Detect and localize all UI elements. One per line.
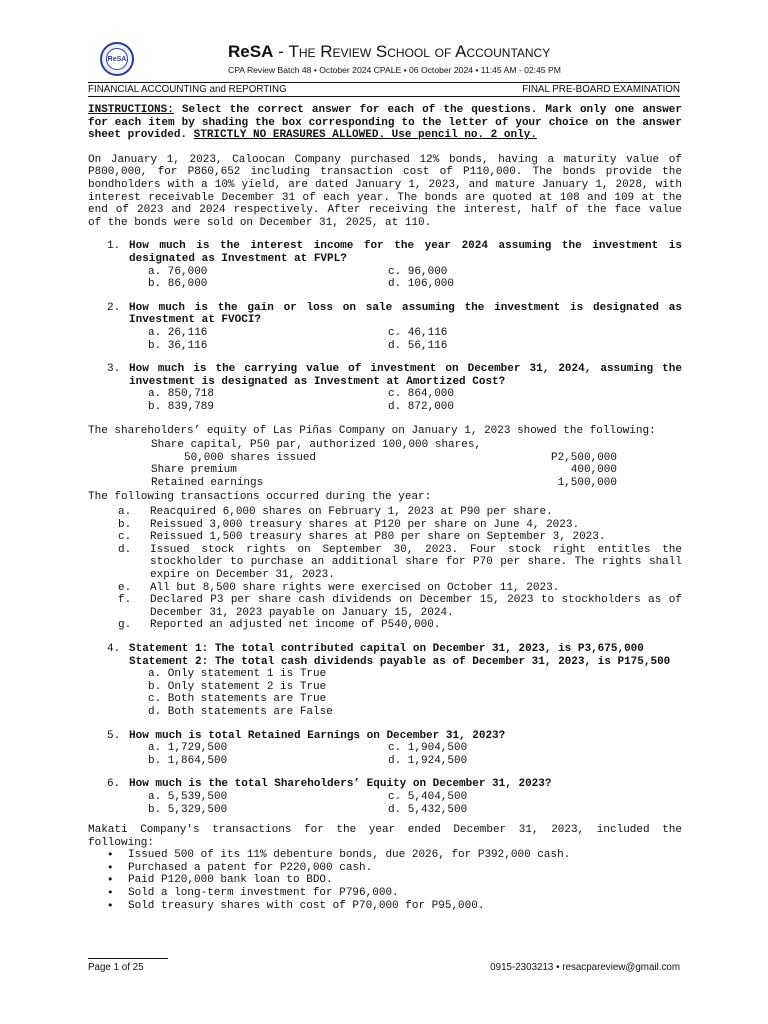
option-c: c. 96,000 (388, 265, 448, 278)
brand-dash: - (273, 42, 289, 61)
question-6 (88, 778, 682, 791)
item-text: Sold a long-term investment for P796,000. (128, 887, 399, 900)
item-key: c. (118, 531, 132, 544)
equity-row (151, 477, 617, 490)
instructions-text: Select the correct answer for each of the questions. Mark only one answer for each item by shading the box corresponding to the letter of your choice on the answer sheet provided. (88, 104, 682, 142)
option-a: a. 850,718 (148, 388, 215, 401)
item-key: f. (118, 594, 132, 607)
equity-label: 50,000 shares issued (151, 451, 317, 464)
bullet-icon: • (107, 886, 114, 900)
equity-label: Retained earnings (151, 476, 264, 489)
instructions (88, 104, 682, 142)
item-text: Purchased a patent for P220,000 cash. (128, 861, 373, 874)
exam-subheader (88, 82, 680, 97)
subject-title: FINANCIAL ACCOUNTING and REPORTING (88, 84, 287, 95)
item-text: Sold treasury shares with cost of P70,000 for P95,000. (128, 899, 485, 912)
option-d: d. 1,924,500 (388, 754, 468, 767)
question-5 (88, 730, 682, 743)
option-c: c. 5,404,500 (388, 790, 468, 803)
list-item (88, 887, 682, 900)
equity-value: 400,000 (570, 464, 617, 477)
list-item (88, 594, 682, 619)
item-text: Reported an adjusted net income of P540,000. (150, 619, 441, 632)
exam-details: CPA Review Batch 48 • October 2024 CPALE • 06 October 2024 • 11:45 AM - 02:45 PM (228, 65, 561, 75)
question-text: How much is the carrying value of investment on December 31, 2024, assuming the investment is designated as Investment at Amortized Cost? (129, 363, 682, 388)
option-d: d. 106,000 (388, 278, 455, 291)
list-item (88, 531, 682, 544)
question-number: 1. (107, 240, 121, 253)
option-b: b. 36,116 (148, 339, 208, 352)
bullet-icon: • (107, 898, 114, 912)
option-d: d. 872,000 (388, 400, 455, 413)
option-d: d. Both statements are False (148, 705, 333, 718)
question-5-options (88, 742, 682, 767)
question-1 (88, 240, 682, 265)
option-a: a. 1,729,500 (148, 742, 228, 755)
equity-value: 1,500,000 (557, 476, 617, 489)
question-number: 2. (107, 301, 121, 314)
question-number: 3. (107, 363, 121, 376)
statement-2: Statement 2: The total cash dividends payable as of December 31, 2023, is P175,500 (129, 655, 671, 668)
option-c: c. 864,000 (388, 388, 455, 401)
question-number: 4. (107, 642, 121, 655)
list-item (88, 900, 682, 913)
option-a: a. Only statement 1 is True (148, 668, 327, 681)
item-text: Reacquired 6,000 shares on February 1, 2023 at P90 per share. (150, 506, 553, 519)
question-number: 5. (107, 729, 121, 742)
question-3-options (88, 388, 682, 413)
page-number: Page 1 of 25 (88, 962, 144, 973)
option-a: a. 5,539,500 (148, 790, 228, 803)
equity-label: Share capital, P50 par, authorized 100,000 shares, (151, 439, 482, 452)
option-a: a. 76,000 (148, 265, 208, 278)
exam-title: FINAL PRE-BOARD EXAMINATION (522, 84, 680, 95)
item-key: b. (118, 518, 132, 531)
item-text: Reissued 3,000 treasury shares at P120 per share on June 4, 2023. (150, 518, 580, 531)
instructions-warning: STRICTLY NO ERASURES ALLOWED. Use pencil no. 2 only. (193, 129, 537, 142)
transactions-intro: The following transactions occurred during the year: (88, 491, 432, 504)
resa-logo-text: ReSA (106, 48, 128, 70)
option-b: b. 86,000 (148, 278, 208, 291)
list-item (88, 519, 682, 532)
question-2-options (88, 327, 682, 352)
option-a: a. 26,116 (148, 326, 208, 339)
option-b: b. 839,789 (148, 400, 215, 413)
footer-rule (88, 958, 168, 959)
option-b: b. 5,329,500 (148, 803, 228, 816)
option-c: c. 46,116 (388, 326, 448, 339)
list-item (88, 849, 682, 862)
school-name (228, 42, 550, 62)
question-number: 6. (107, 778, 121, 791)
resa-logo (100, 42, 134, 76)
makati-transactions (88, 849, 682, 912)
brand-short: ReSA (228, 42, 274, 61)
question-1-options (88, 266, 682, 291)
list-item (88, 582, 682, 595)
item-key: g. (118, 619, 132, 632)
brand-long: The Review School of Accountancy (288, 42, 551, 61)
contact-info: 0915-2303213 • resacpareview@gmail.com (490, 962, 680, 973)
question-text: How much is the interest income for the year 2024 assuming the investment is designated as Investment at FVPL? (129, 240, 682, 265)
item-text: Issued stock rights on September 30, 2023. Four stock right entitles the stockholder to purchase an additional share for P70 per share. The rights shall expire on December 31, 2023. (150, 543, 682, 581)
exam-content (88, 104, 682, 912)
question-text: How much is total Retained Earnings on December 31, 2023? (129, 729, 506, 742)
equity-statement (88, 439, 682, 489)
option-b: b. Only statement 2 is True (148, 680, 327, 693)
equity-value: P2,500,000 (550, 451, 617, 464)
item-text: Declared P3 per share cash dividends on December 15, 2023 to stockholders as of December 31, 2023 payable on January 15, 2024. (150, 594, 682, 619)
option-b: b. 1,864,500 (148, 754, 228, 767)
question-6-options (88, 791, 682, 816)
item-text: Issued 500 of its 11% debenture bonds, due 2026, for P392,000 cash. (128, 849, 571, 862)
question-2 (88, 302, 682, 327)
list-item (88, 619, 682, 632)
case-makati-intro: Makati Company's transactions for the year ended December 31, 2023, included the following: (88, 824, 682, 849)
equity-row (151, 452, 617, 465)
item-text: Paid P120,000 bank loan to BDO. (128, 874, 333, 887)
case-laspinas-intro: The shareholders’ equity of Las Piñas Company on January 1, 2023 showed the following: (88, 425, 656, 438)
transactions-list (88, 506, 682, 632)
item-text: All but 8,500 share rights were exercised on October 11, 2023. (150, 581, 560, 594)
item-key: e. (118, 581, 132, 594)
item-key: a. (118, 506, 132, 519)
equity-row (151, 464, 617, 477)
instructions-label: INSTRUCTIONS: (88, 104, 174, 116)
equity-row (151, 439, 617, 452)
question-text: How much is the total Shareholders’ Equity on December 31, 2023? (129, 778, 552, 791)
question-text: How much is the gain or loss on sale assuming the investment is designated as Investment at FVOCI? (129, 301, 682, 327)
statement-1: Statement 1: The total contributed capital on December 31, 2023, is P3,675,000 (129, 642, 644, 655)
list-item (88, 874, 682, 887)
item-text: Reissued 1,500 treasury shares at P80 per share on September 3, 2023. (150, 531, 606, 544)
item-key: d. (118, 543, 132, 556)
bullet-icon: • (107, 848, 114, 862)
bullet-icon: • (107, 873, 114, 887)
equity-label: Share premium (151, 464, 237, 477)
question-4 (88, 643, 682, 668)
list-item (88, 544, 682, 582)
option-d: d. 5,432,500 (388, 803, 468, 816)
option-c: c. 1,904,500 (388, 742, 468, 755)
list-item (88, 506, 682, 519)
question-3 (88, 363, 682, 388)
question-4-options (88, 668, 682, 718)
case-caloocan: On January 1, 2023, Caloocan Company purchased 12% bonds, having a maturity value of P800,000, for P860,652 including transaction cost of P110,000. The bonds provide the bondholders with a 10% yield, are dated January 1, 2023, and mature January 1, 2028, with interest receivable December 31 of each year. The bonds are quoted at 108 and 109 at the end of 2023 and 2024 respectively. After receiving the interest, half of the face value of the bonds were sold on December 31, 2025, at 110. (88, 153, 682, 229)
option-c: c. Both statements are True (148, 693, 327, 706)
option-d: d. 56,116 (388, 339, 448, 352)
list-item (88, 862, 682, 875)
bullet-icon: • (107, 860, 114, 874)
